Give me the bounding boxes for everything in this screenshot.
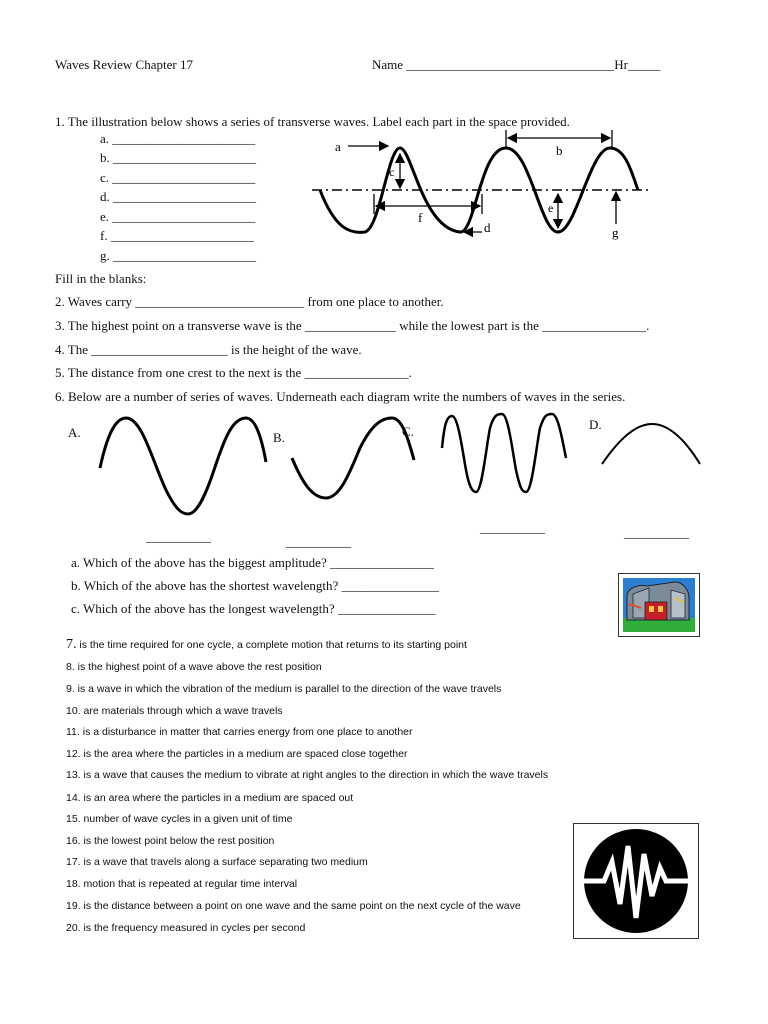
question-3: 3. The highest point on a transverse wave is the ______________ while the lowest part is the ________________. [55, 318, 650, 333]
question-6: 6. Below are a number of series of waves. Underneath each diagram write the numbers of waves in the series. [55, 389, 626, 404]
q1-blank-c[interactable]: c. ______________________ [100, 170, 256, 185]
sub-question-b: b. Which of the above has the shortest wavelength? _______________ [71, 578, 440, 593]
definition-18: 18. motion that is repeated at regular time interval [66, 878, 298, 890]
definition-13: 13. is a wave that causes the medium to vibrate at right angles to the direction in which the wave travels [66, 769, 549, 781]
definition-7 [66, 635, 467, 653]
wave-c-label: C. [402, 424, 414, 439]
wave-d-answer[interactable]: __________ [624, 525, 689, 540]
q1-blank-e[interactable]: e. ______________________ [100, 209, 256, 224]
q1-blank-f[interactable]: f. ______________________ [100, 228, 254, 243]
definition-17: 17. is a wave that travels along a surface separating two medium [66, 856, 368, 868]
definition-16: 16. is the lowest point below the rest position [66, 835, 275, 847]
definition-7-text: is the time required for one cycle, a complete motion that returns to its starting point [76, 639, 467, 651]
sub-question-a: a. Which of the above has the biggest amplitude? ________________ [71, 555, 434, 570]
q1-blank-g[interactable]: g. ______________________ [100, 248, 256, 263]
transverse-wave-diagram [300, 124, 660, 244]
q1-blank-b[interactable]: b. ______________________ [100, 150, 256, 165]
question-5: 5. The distance from one crest to the next is the ________________. [55, 365, 412, 380]
wave-a-label: A. [68, 425, 81, 440]
definition-7-number: 7. [66, 637, 77, 652]
wave-d-label: D. [589, 417, 602, 432]
diagram-label-f: f [418, 210, 423, 225]
q1-blank-d[interactable]: d. ______________________ [100, 189, 256, 204]
sub-question-c: c. Which of the above has the longest wavelength? _______________ [71, 601, 436, 616]
definition-15: 15. number of wave cycles in a given unit of time [66, 813, 293, 825]
diagram-label-e: e [548, 201, 554, 215]
wave-diagram-b [288, 412, 418, 504]
worksheet-title: Waves Review Chapter 17 [55, 57, 193, 72]
wave-c-answer[interactable]: __________ [480, 520, 545, 535]
question-2: 2. Waves carry __________________________ from one place to another. [55, 294, 444, 309]
wave-diagram-c [436, 408, 576, 498]
diagram-label-c: c [389, 165, 395, 179]
seismic-wave-icon [573, 823, 699, 939]
question-1-prompt: 1. The illustration below shows a series of transverse waves. Label each part in the space provided. [55, 114, 570, 129]
wave-a-answer[interactable]: __________ [146, 529, 211, 544]
definition-20: 20. is the frequency measured in cycles per second [66, 922, 306, 934]
definition-19: 19. is the distance between a point on one wave and the same point on the next cycle of the wave [66, 900, 521, 912]
wave-b-label: B. [273, 430, 285, 445]
wave-diagram-a [96, 410, 270, 522]
definition-11: 11. is a disturbance in matter that carries energy from one place to another [66, 726, 413, 738]
diagram-label-a: a [335, 139, 341, 154]
fill-in-heading: Fill in the blanks: [55, 271, 147, 286]
clipart-picture-icon [618, 573, 700, 637]
wave-diagram-d [600, 418, 704, 468]
definition-9: 9. is a wave in which the vibration of the medium is parallel to the direction of the wave travels [66, 683, 502, 695]
question-4: 4. The _____________________ is the height of the wave. [55, 342, 362, 357]
diagram-label-d: d [484, 220, 491, 235]
name-field[interactable]: Name ________________________________Hr_____ [372, 57, 661, 72]
definition-14: 14. is an area where the particles in a medium are spaced out [66, 792, 354, 804]
diagram-label-b: b [556, 143, 563, 158]
q1-blank-a[interactable]: a. ______________________ [100, 131, 256, 146]
definition-8: 8. is the highest point of a wave above the rest position [66, 661, 322, 673]
wave-b-answer[interactable]: __________ [286, 534, 351, 549]
definition-10: 10. are materials through which a wave travels [66, 705, 283, 717]
definition-12: 12. is the area where the particles in a medium are spaced close together [66, 748, 408, 760]
diagram-label-g: g [612, 225, 619, 240]
